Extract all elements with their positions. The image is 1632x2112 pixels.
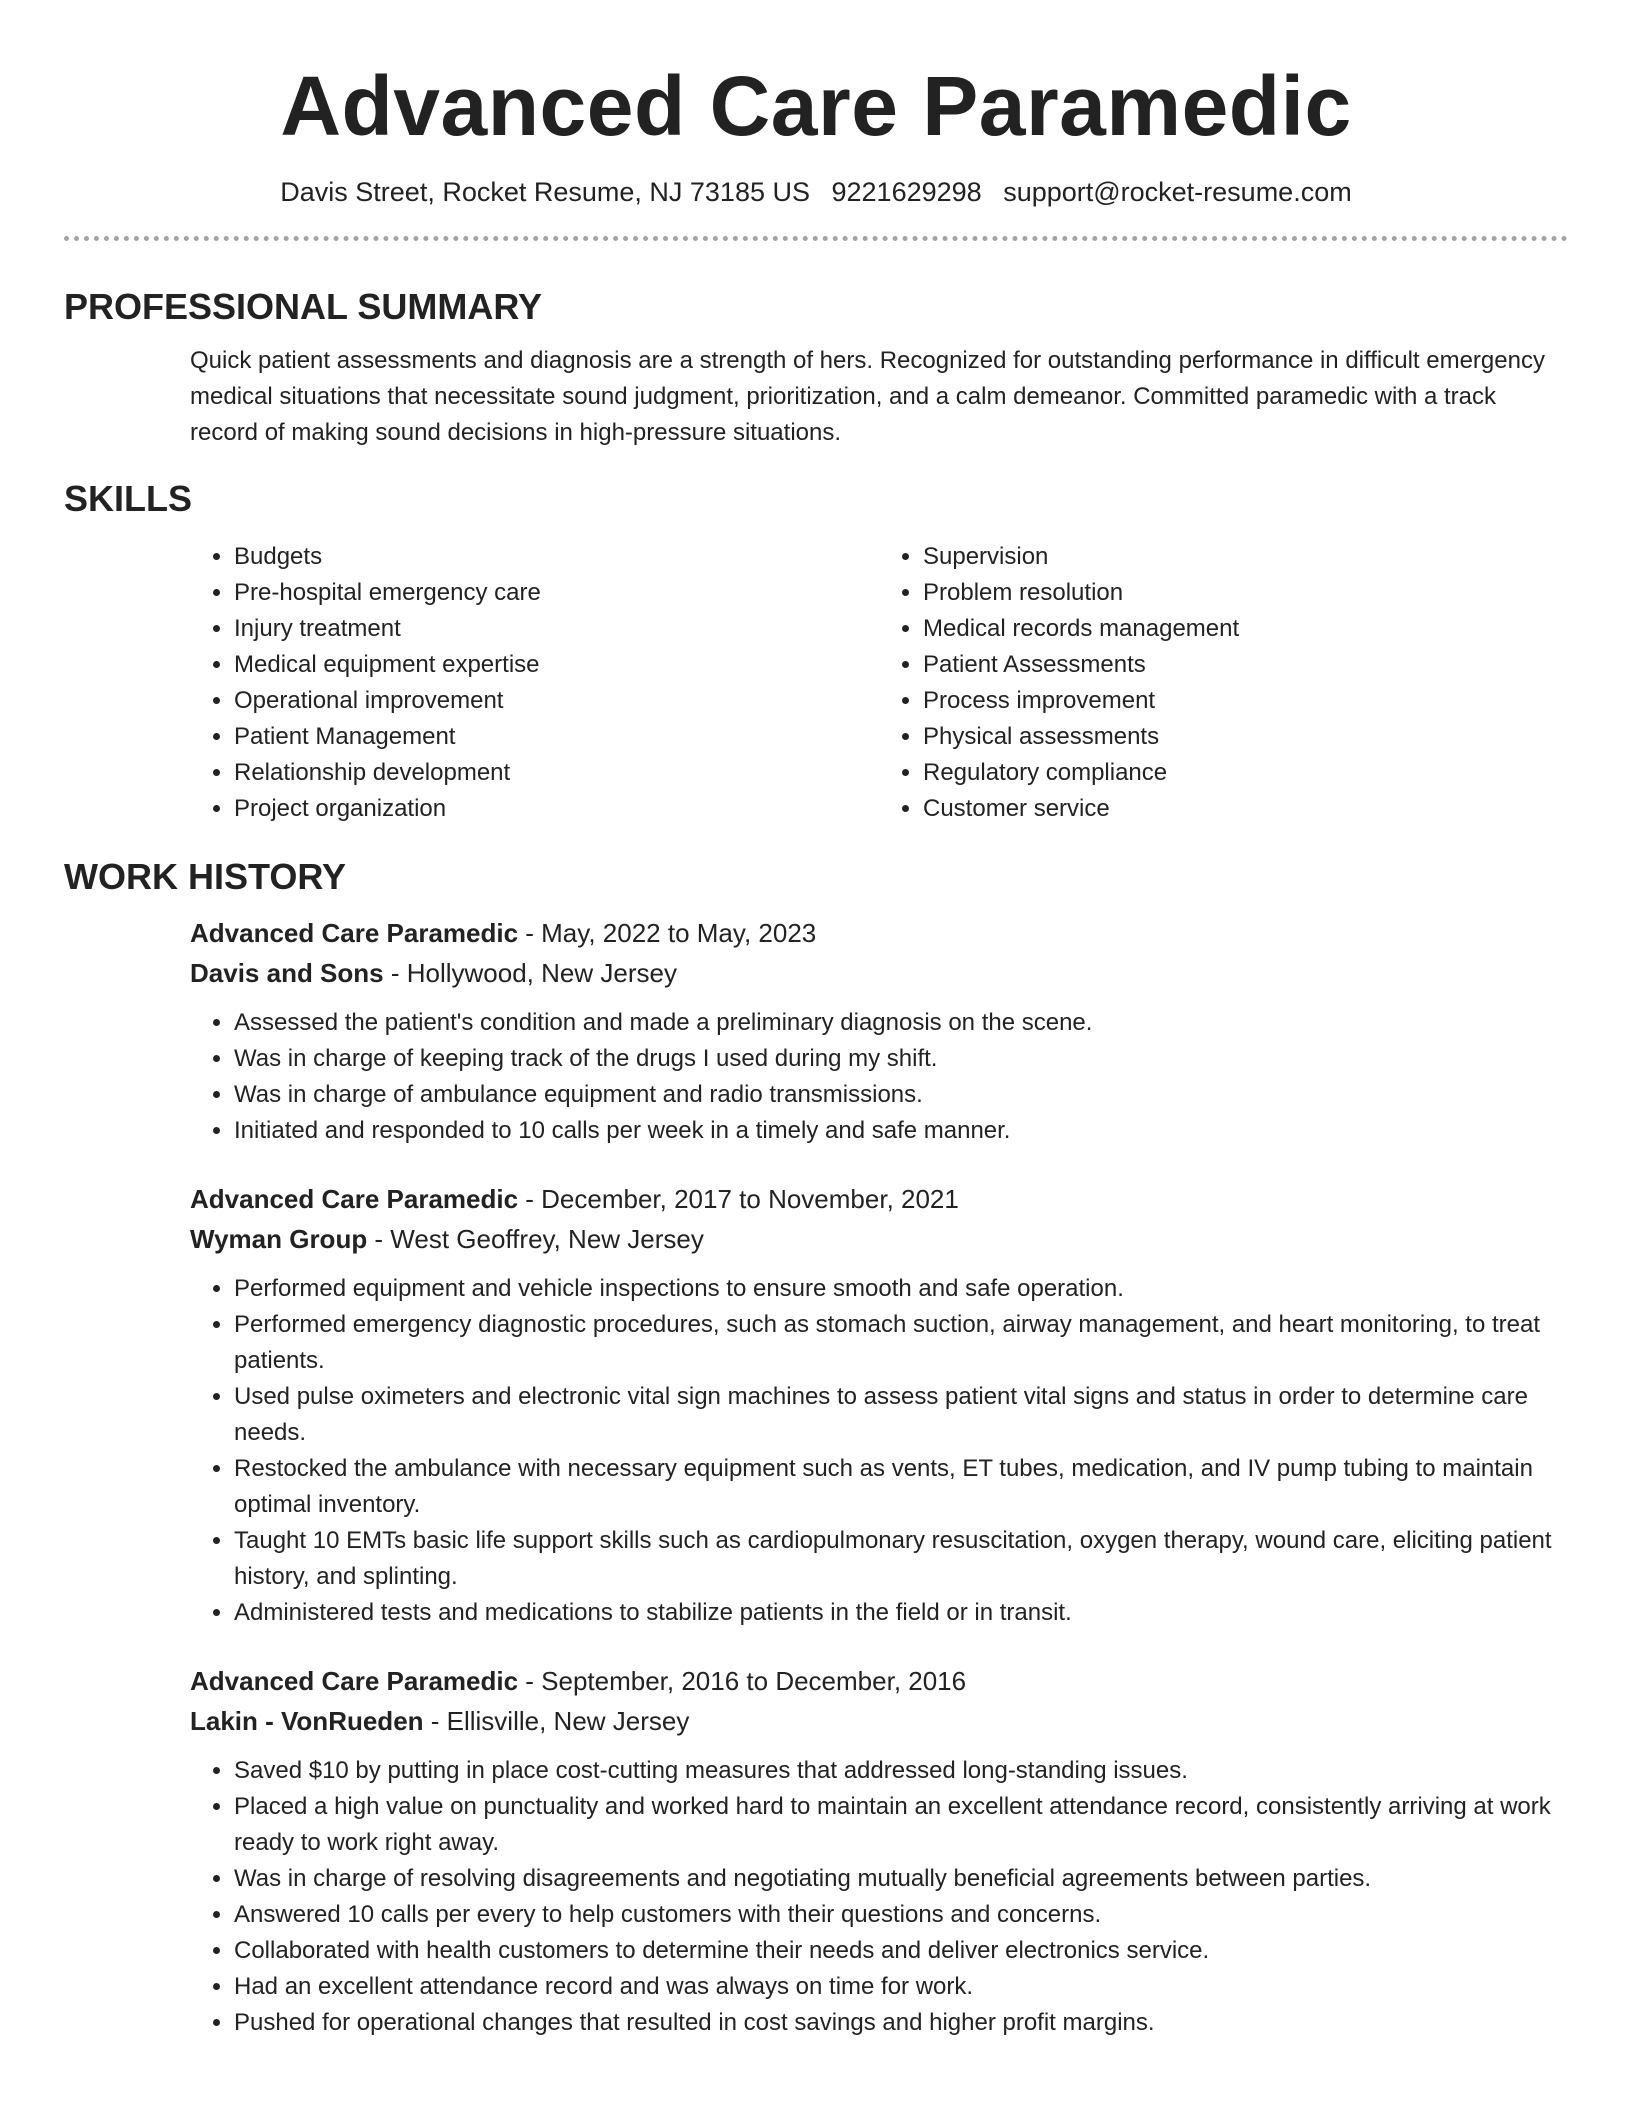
- duty-item: • Answered 10 calls per every to help customers with their questions and concerns.: [234, 1897, 1552, 1933]
- skill-item: • Regulatory compliance: [923, 755, 1568, 791]
- skill-item: • Relationship development: [234, 755, 879, 791]
- job-title-line: [190, 1179, 1552, 1219]
- contact-email: support@rocket-resume.com: [1003, 177, 1352, 207]
- skills-list: [190, 539, 1568, 827]
- job-company-line: [190, 953, 1552, 993]
- skill-item: • Injury treatment: [234, 611, 879, 647]
- job-dates: - September, 2016 to December, 2016: [518, 1666, 967, 1696]
- skill-item: • Operational improvement: [234, 683, 879, 719]
- duty-item: • Pushed for operational changes that resulted in cost savings and higher profit margins.: [234, 2005, 1552, 2041]
- job-location: - West Geoffrey, New Jersey: [367, 1224, 704, 1254]
- duty-item: • Was in charge of ambulance equipment and radio transmissions.: [234, 1077, 1552, 1113]
- contact-line: [64, 174, 1568, 210]
- job-entry: [190, 1179, 1552, 1631]
- skill-item: • Supervision: [923, 539, 1568, 575]
- skill-item: • Project organization: [234, 791, 879, 827]
- job-duties: [190, 1753, 1552, 2041]
- skills-column-left: [190, 539, 879, 827]
- job-company: Wyman Group: [190, 1224, 368, 1254]
- duty-item: • Saved $10 by putting in place cost-cutting measures that addressed long-standing issues.: [234, 1753, 1552, 1789]
- job-company: Lakin - VonRueden: [190, 1706, 424, 1736]
- job-company: Davis and Sons: [190, 958, 384, 988]
- job-company-line: [190, 1701, 1552, 1741]
- duty-item: • Placed a high value on punctuality and worked hard to maintain an excellent attendance record, consistently arriving at work ready to work right away.: [234, 1789, 1552, 1861]
- duty-item: • Performed equipment and vehicle inspections to ensure smooth and safe operation.: [234, 1271, 1552, 1307]
- duty-item: • Assessed the patient's condition and made a preliminary diagnosis on the scene.: [234, 1005, 1552, 1041]
- duty-item: • Had an excellent attendance record and was always on time for work.: [234, 1969, 1552, 2005]
- job-role: Advanced Care Paramedic: [190, 1184, 519, 1214]
- job-entry: [190, 1661, 1552, 2041]
- skill-item: • Process improvement: [923, 683, 1568, 719]
- duty-item: • Was in charge of keeping track of the drugs I used during my shift.: [234, 1041, 1552, 1077]
- skill-item: • Pre-hospital emergency care: [234, 575, 879, 611]
- duty-item: • Administered tests and medications to stabilize patients in the field or in transit.: [234, 1595, 1552, 1631]
- skills-heading: SKILLS: [64, 478, 193, 519]
- header-divider: [64, 236, 1568, 241]
- resume-page: [64, 0, 1568, 2041]
- job-role: Advanced Care Paramedic: [190, 918, 519, 948]
- skill-item: • Medical equipment expertise: [234, 647, 879, 683]
- job-dates: - May, 2022 to May, 2023: [518, 918, 817, 948]
- skill-item: • Medical records management: [923, 611, 1568, 647]
- job-title-line: [190, 913, 1552, 953]
- job-duties: [190, 1005, 1552, 1149]
- job-dates: - December, 2017 to November, 2021: [518, 1184, 959, 1214]
- duty-item: • Used pulse oximeters and electronic vital sign machines to assess patient vital signs and status in order to determine care needs.: [234, 1379, 1552, 1451]
- duty-item: • Was in charge of resolving disagreements and negotiating mutually beneficial agreements between parties.: [234, 1861, 1552, 1897]
- duty-item: • Restocked the ambulance with necessary equipment such as vents, ET tubes, medication, and IV pump tubing to maintain optimal inventory.: [234, 1451, 1552, 1523]
- job-location: - Ellisville, New Jersey: [423, 1706, 690, 1736]
- job-location: - Hollywood, New Jersey: [383, 958, 677, 988]
- work-history-heading: WORK HISTORY: [64, 856, 347, 897]
- duty-item: • Taught 10 EMTs basic life support skills such as cardiopulmonary resuscitation, oxygen therapy, wound care, eliciting patient history, and splinting.: [234, 1523, 1552, 1595]
- contact-phone: 9221629298: [831, 177, 982, 207]
- contact-address: Davis Street, Rocket Resume, NJ 73185 US: [280, 177, 810, 207]
- job-entry: [190, 913, 1552, 1149]
- duty-item: • Collaborated with health customers to determine their needs and deliver electronics service.: [234, 1933, 1552, 1969]
- job-company-line: [190, 1219, 1552, 1259]
- job-duties: [190, 1271, 1552, 1631]
- duty-item: • Initiated and responded to 10 calls per week in a timely and safe manner.: [234, 1113, 1552, 1149]
- skill-item: • Patient Assessments: [923, 647, 1568, 683]
- skill-item: • Patient Management: [234, 719, 879, 755]
- summary-heading: PROFESSIONAL SUMMARY: [64, 286, 543, 327]
- candidate-name: Advanced Care Paramedic: [280, 59, 1352, 153]
- skills-column-right: [879, 539, 1568, 827]
- summary-text: Quick patient assessments and diagnosis are a strength of hers. Recognized for outstanding performance in difficult emergency medical situations that necessitate sound judgment, prioritization, and a calm demeanor. Committed paramedic with a track record of making sound decisions in high-pressure situations.: [190, 347, 1545, 446]
- job-role: Advanced Care Paramedic: [190, 1666, 519, 1696]
- job-title-line: [190, 1661, 1552, 1701]
- duty-item: • Performed emergency diagnostic procedures, such as stomach suction, airway management, and heart monitoring, to treat patients.: [234, 1307, 1552, 1379]
- skill-item: • Physical assessments: [923, 719, 1568, 755]
- skill-item: • Budgets: [234, 539, 879, 575]
- skill-item: • Customer service: [923, 791, 1568, 827]
- skill-item: • Problem resolution: [923, 575, 1568, 611]
